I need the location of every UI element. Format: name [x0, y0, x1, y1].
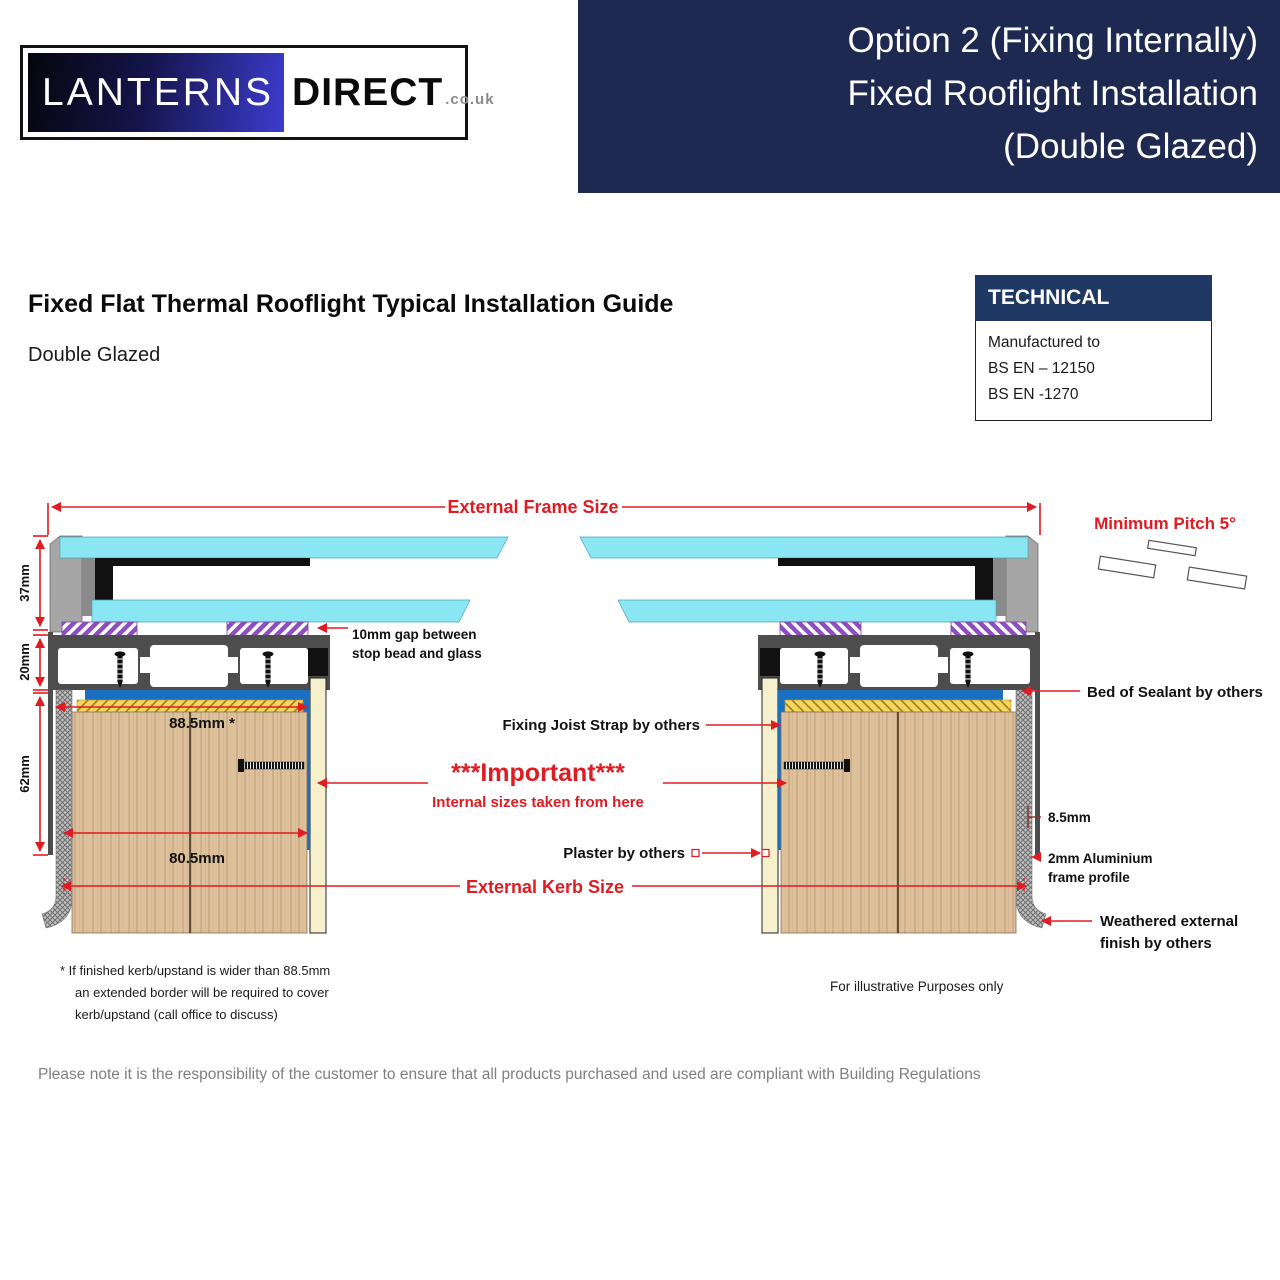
footnote-line-2: an extended border will be required to cover [75, 985, 329, 1000]
label-8-5mm: 8.5mm [1048, 810, 1091, 825]
inner-glass-pane [92, 600, 470, 622]
stop-bead-gasket-inner [227, 622, 308, 637]
frame-thermal-break [150, 645, 228, 687]
label-important: ***Important*** [451, 759, 625, 787]
label-weathered-line1: Weathered external [1100, 913, 1239, 930]
label-alu-line1: 2mm Aluminium [1048, 851, 1153, 866]
label-external-frame-size: External Frame Size [447, 497, 619, 517]
label-20mm: 20mm [17, 643, 32, 681]
technical-box-body [975, 321, 1212, 421]
technical-line-2: BS EN – 12150 [988, 360, 1095, 377]
technical-line-1: Manufactured to [988, 334, 1101, 351]
aluminium-profile-leg [48, 632, 53, 855]
banner-line-1: Option 2 (Fixing Internally) [847, 21, 1258, 60]
label-fixing-joist-strap: Fixing Joist Strap by others [502, 717, 700, 734]
kerb-footnote [60, 960, 330, 1026]
label-gap-line1: 10mm gap between [352, 627, 477, 642]
banner-line-2: Fixed Rooflight Installation [847, 74, 1258, 113]
rooflight-half-section [42, 536, 508, 933]
page-title: Fixed Flat Thermal Rooflight Typical Installation Guide [28, 290, 674, 318]
logo-text-lanterns: LANTERNS [42, 70, 275, 114]
label-minimum-pitch: Minimum Pitch 5° [1094, 514, 1236, 533]
logo-gradient-panel [28, 53, 284, 132]
internal-liner-strip [310, 678, 326, 933]
outer-glass-pane [60, 537, 508, 558]
stop-bead-gasket-outer [62, 622, 137, 637]
label-plaster: Plaster by others [563, 845, 685, 862]
label-bed-of-sealant: Bed of Sealant by others [1087, 684, 1263, 701]
blue-seal-bar [85, 690, 303, 700]
frame-chamber-2 [240, 648, 308, 684]
technical-box [975, 275, 1212, 421]
pitch-mini-diagram [1098, 540, 1246, 589]
label-gap-line2: stop bead and glass [352, 646, 482, 661]
frame-thermal-break-tab-right [226, 657, 238, 673]
page-subtitle: Double Glazed [28, 344, 161, 366]
banner-line-3: (Double Glazed) [1003, 127, 1258, 166]
option-banner [578, 0, 1280, 193]
sealant-bed [77, 700, 303, 712]
glass-spacer-bar [95, 558, 310, 566]
frame-chamber-1 [58, 648, 138, 684]
building-regulations-disclaimer: Please note it is the responsibility of the customer to ensure that all products purchased and used are compliant with Building Regulations [38, 1066, 981, 1083]
label-alu-line2: frame profile [1048, 870, 1130, 885]
technical-line-3: BS EN -1270 [988, 386, 1079, 403]
weathered-finish [42, 690, 72, 928]
logo-text-direct: DIRECT [292, 70, 444, 114]
lanterns-direct-logo [20, 45, 495, 140]
footnote-line-1: * If finished kerb/upstand is wider than 88.5mm [60, 963, 331, 978]
label-80-5mm: 80.5mm [169, 850, 225, 867]
technical-box-header: TECHNICAL [975, 275, 1212, 321]
label-weathered-line2: finish by others [1100, 935, 1212, 952]
footnote-line-3: kerb/upstand (call office to discuss) [75, 1007, 278, 1022]
label-internal-sizes: Internal sizes taken from here [432, 794, 644, 811]
label-88-5mm: 88.5mm * [169, 715, 235, 732]
label-62mm: 62mm [17, 755, 32, 793]
label-external-kerb-size: External Kerb Size [465, 877, 625, 897]
label-37mm: 37mm [17, 564, 32, 602]
illustrative-note: For illustrative Purposes only [830, 979, 1004, 994]
frame-end-block [308, 648, 328, 676]
installation-cross-section-diagram [0, 490, 1280, 970]
logo-text-tld: .co.uk [445, 91, 495, 108]
